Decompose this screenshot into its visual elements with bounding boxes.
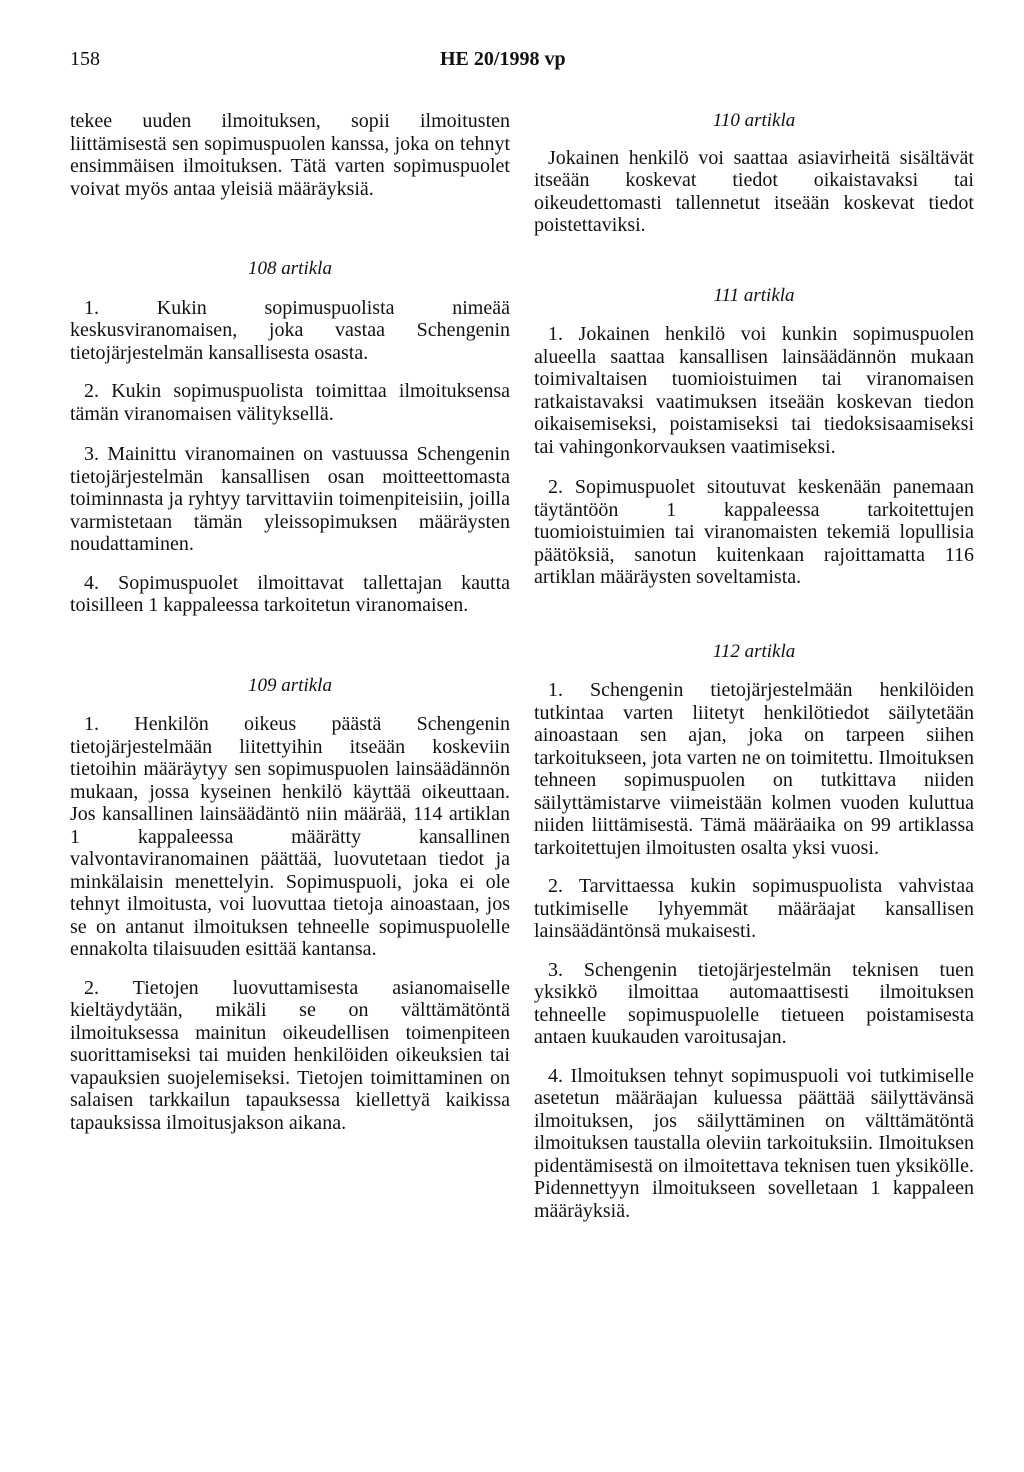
page-header — [70, 48, 944, 78]
article-108-paragraph-4: 4. Sopimuspuolet ilmoittavat tallettajan kautta toisilleen 1 kappaleessa tarkoitetun viranomaisen. — [70, 571, 510, 616]
article-110-heading: 110 artikla — [712, 110, 796, 131]
article-108-heading: 108 artikla — [248, 258, 332, 279]
article-112-paragraph-3: 3. Schengenin tietojärjestelmän teknisen tuen yksikkö ilmoittaa automaattisesti ilmoituksen tehneelle sopimuspuolelle tietueen poistamisesta antaen kuukauden varoitusajan. — [534, 958, 974, 1048]
article-111-paragraph-1: 1. Jokainen henkilö voi kunkin sopimuspuolen alueella saattaa kansallisen lainsäädännön mukaan toimivaltaisen tuomioistuimen tai viranomaisen ratkaistavaksi vaatimuksen itseään koskevan tiedon oikaisemiseksi, poistamiseksi tai tiedoksisaamiseksi tai vahingonkorvauksen vaatimiseksi. — [534, 323, 974, 458]
article-110-paragraph-1: Jokainen henkilö voi saattaa asiavirheitä sisältävät itseään koskevat tiedot oikaistavaksi tai oikeudettomasti tallennetut itseään koskevat tiedot poistettaviksi. — [534, 146, 974, 236]
page-number: 158 — [70, 48, 100, 70]
article-108-paragraph-1: 1. Kukin sopimuspuolista nimeää keskusviranomaisen, joka vastaa Schengenin tietojärjestelmän kansallisesta osasta. — [70, 296, 510, 364]
article-111-paragraph-2: 2. Sopimuspuolet sitoutuvat keskenään panemaan täytäntöön 1 kappaleessa tarkoitettujen tuomioistuimien tai viranomaisten tekemiä lopullisia päätöksiä, sanotun kuitenkaan rajoittamatta 116 artiklan määräysten soveltamista. — [534, 476, 974, 588]
document-id: HE 20/1998 vp — [440, 48, 566, 70]
article-112-paragraph-1: 1. Schengenin tietojärjestelmään henkilöiden tutkintaa varten liitetyt henkilötiedot säilytetään ainoastaan sen ajan, joka on tarpeen siihen tarkoitukseen, jota varten ne on toimitettu. Ilmoituksen tehneen sopimuspuolen on tutkittava niiden säilyttämistarve viimeistään kolmen vuoden kuluttua niiden liittämisestä. Tämä määräaika on 99 artiklassa tarkoitettujen ilmoitusten osalta yksi vuosi. — [534, 679, 974, 859]
article-109-paragraph-1: 1. Henkilön oikeus päästä Schengenin tietojärjestelmään liitettyihin itseään koskeviin tietoihin määräytyy sen sopimuspuolen lainsäädännön mukaan, jossa kyseinen henkilö käyttää oikeuttaan. Jos kansallinen lainsäädäntö niin määrää, 114 artiklan 1 kappaleessa määrätty kansallinen valvontaviranomainen päättää, luovutetaan tiedot ja minkälaisin menettelyin. Sopimuspuoli, joka ei ole tehnyt ilmoitusta, voi luovuttaa tietoja ainoastaan, jos se on antanut ilmoituksen tehneelle sopimuspuolelle ennakolta tilaisuuden esittää kantansa. — [70, 713, 510, 960]
article-108-paragraph-3: 3. Mainittu viranomainen on vastuussa Schengenin tietojärjestelmän kansallisen osan moitteettomasta toiminnasta ja ryhtyy tarvittaviin toimenpiteisiin, joilla varmistetaan tämän yleissopimuksen määräysten noudattaminen. — [70, 443, 510, 555]
article-109-paragraph-2: 2. Tietojen luovuttamisesta asianomaiselle kieltäydytään, mikäli se on välttämätöntä ilmoituksessa mainitun oikeudellisen toimenpiteen suorittamiseksi tai muiden henkilöiden oikeuksien tai vapauksien suojelemiseksi. Tietojen toimittaminen on salaisen tarkkailun tapauksessa kiellettyä kaikissa tapauksissa ilmoitusjakson aikana. — [70, 976, 510, 1134]
article-108-paragraph-2: 2. Kukin sopimuspuolista toimittaa ilmoituksensa tämän viranomaisen välityksellä. — [70, 380, 510, 425]
article-111-heading: 111 artikla — [713, 284, 795, 306]
article-112-heading: 112 artikla — [712, 640, 796, 662]
article-112-paragraph-4: 4. Ilmoituksen tehnyt sopimuspuoli voi tutkimiselle asetetun määräajan kuluessa päättää säilyttävänsä ilmoituksen, jos säilyttäminen on välttämätöntä ilmoituksen taustalla oleviin tarkoituksiin. Ilmoituksen pidentämisestä on ilmoitettava teknisen tuen yksikölle. Pidennettyyn ilmoitukseen sovelletaan 1 kappaleen määräyksiä. — [534, 1064, 974, 1222]
right-column — [534, 110, 974, 1222]
left-column — [70, 110, 510, 1134]
article-112-paragraph-2: 2. Tarvittaessa kukin sopimuspuolista vahvistaa tutkimiselle lyhyemmät määräajat kansallisen lainsäädäntönsä mukaisesti. — [534, 875, 974, 942]
article-109-heading: 109 artikla — [248, 674, 332, 696]
intro-paragraph: tekee uuden ilmoituksen, sopii ilmoitusten liittämisestä sen sopimuspuolen kanssa, joka on tehnyt ensimmäisen ilmoituksen. Tätä varten sopimuspuolet voivat myös antaa yleisiä määräyksiä. — [70, 110, 510, 200]
